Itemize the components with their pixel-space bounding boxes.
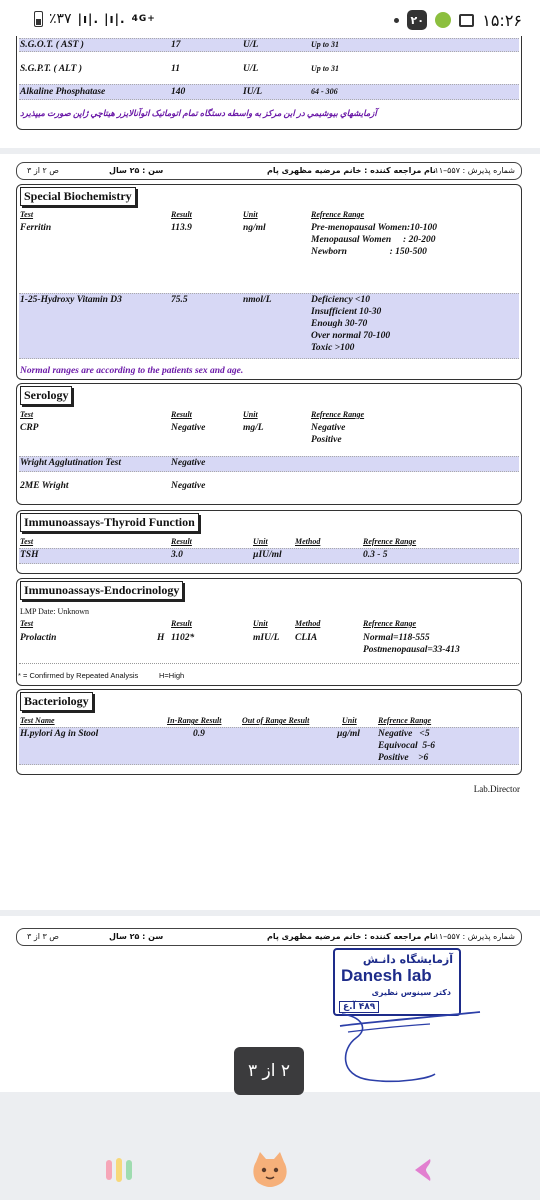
col-result: Result xyxy=(171,410,192,419)
test-name: Wright Agglutination Test xyxy=(20,458,122,468)
col-test: Test xyxy=(20,537,34,546)
test-name: Prolactin xyxy=(20,633,57,643)
range-line: Negative <5 xyxy=(378,729,430,739)
col-in-range: In-Range Result xyxy=(167,716,222,725)
home-icon[interactable] xyxy=(250,1150,290,1188)
stamp-doctor: دکتر سینوس نظیری xyxy=(371,988,451,997)
high-flag: H xyxy=(157,633,165,643)
special-biochemistry-box xyxy=(16,184,522,380)
report-page-1 xyxy=(0,42,540,148)
section-title: Serology xyxy=(20,386,72,405)
page-number: ص ۲ از ۳ xyxy=(27,166,59,175)
test-name: Alkaline Phosphatase xyxy=(20,87,106,97)
col-unit: Unit xyxy=(243,410,258,419)
result: Negative xyxy=(171,423,206,433)
patient-age: سن : ۲۵ سال xyxy=(109,166,164,175)
recent-apps-icon[interactable] xyxy=(104,1156,134,1184)
endocrinology-box xyxy=(16,578,522,686)
test-name: S.G.O.T. ( AST ) xyxy=(20,40,84,50)
page-number: ص ۳ از ۳ xyxy=(27,932,59,941)
unit: nmol/L xyxy=(243,295,272,305)
confirmed-footnote: * = Confirmed by Repeated Analysis xyxy=(18,671,139,680)
col-range: Refrence Range xyxy=(311,210,365,219)
result: 3.0 xyxy=(171,550,183,560)
unit: µg/ml xyxy=(337,729,360,739)
col-result: Result xyxy=(171,537,192,546)
range: Up to 31 xyxy=(311,40,339,49)
range-line: Negative xyxy=(311,423,346,433)
range-line: Positive xyxy=(311,435,342,445)
range-line: Newborn : 150-500 xyxy=(311,247,427,257)
range-line: Pre-menopausal Women:10-100 xyxy=(311,223,438,233)
col-out-range: Out of Range Result xyxy=(242,716,310,725)
unit: IU/L xyxy=(243,87,262,97)
reception-number: شماره پذیرش : ۵۵۷–۱۱ xyxy=(434,932,515,941)
unit: mIU/L xyxy=(253,633,280,643)
range-line: Over normal 70-100 xyxy=(311,331,391,341)
section-title: Immunoassays-Thyroid Function xyxy=(20,513,199,532)
method: CLIA xyxy=(295,633,318,643)
patient-name: نام مراجعه کننده : خانم مرضیه مظهری پام xyxy=(267,166,436,175)
back-icon[interactable] xyxy=(410,1156,434,1184)
range-line: Enough 30-70 xyxy=(311,319,368,329)
page-indicator-text: ۲ از ۳ xyxy=(247,1061,291,1081)
test-name: TSH xyxy=(20,550,39,560)
page-indicator xyxy=(234,1047,304,1095)
patient-name: نام مراجعه کننده : خانم مرضیه مظهری پام xyxy=(267,932,436,941)
range: Up to 31 xyxy=(311,64,339,73)
section-title: Immunoassays-Endocrinology xyxy=(20,581,183,600)
test-name: H.pylori Ag in Stool xyxy=(20,729,99,739)
col-test-name: Test Name xyxy=(20,716,55,725)
col-range: Refrence Range xyxy=(378,716,432,725)
stamp-lab-fa: آزمایشگاه دانـش xyxy=(362,953,453,966)
result: 0.9 xyxy=(193,729,205,739)
range-line: Equivocal 5-6 xyxy=(378,741,435,751)
range-line: Toxic >100 xyxy=(311,343,355,353)
unit: ng/ml xyxy=(243,223,266,233)
col-unit: Unit xyxy=(253,619,268,628)
section-title: Special Biochemistry xyxy=(20,187,136,206)
col-result: Result xyxy=(171,619,192,628)
col-unit: Unit xyxy=(243,210,258,219)
unit: µIU/ml xyxy=(253,550,282,560)
image-icon xyxy=(459,14,474,27)
patient-age: سن : ۲۵ سال xyxy=(109,932,164,941)
result: 75.5 xyxy=(171,295,188,305)
network-type: 4G+ xyxy=(131,14,156,24)
result: Negative xyxy=(171,481,206,491)
autoanalyzer-note: آزمايشهاي بيوشيمي در اين مركز به واسطه دستگاه تمام اتوماتيک اتوآنالايزر هيتاچي ژاپن صورت ميپذيرد xyxy=(20,108,377,118)
stamp-lab-en: Danesh lab xyxy=(341,966,432,985)
leaf-icon xyxy=(435,12,451,28)
range-line: Deficiency <10 xyxy=(311,295,370,305)
result: 1102* xyxy=(171,633,195,643)
report-page-2 xyxy=(0,154,540,910)
test-name: S.G.P.T. ( ALT ) xyxy=(20,64,83,74)
battery-icon xyxy=(34,11,43,27)
badge-icon: ۲۰ xyxy=(407,10,427,30)
col-range: Refrence Range xyxy=(363,537,417,546)
signature xyxy=(330,1004,500,1094)
unit: mg/L xyxy=(243,423,264,433)
result: 17 xyxy=(171,40,181,50)
result: 140 xyxy=(171,87,186,97)
high-footnote: H=High xyxy=(159,671,185,680)
result: 113.9 xyxy=(171,223,192,233)
navigation-bar xyxy=(0,1140,540,1200)
col-method: Method xyxy=(295,537,321,546)
range-line: Insufficient 10-30 xyxy=(311,307,382,317)
biochemistry-box xyxy=(16,36,522,130)
col-test: Test xyxy=(20,210,34,219)
patient-header xyxy=(16,928,522,946)
range-line: Normal=118-555 xyxy=(363,633,430,643)
normal-ranges-note: Normal ranges are according to the patients sex and age. xyxy=(20,366,244,376)
notification-dot-icon xyxy=(394,18,399,23)
patient-header xyxy=(16,162,522,180)
thyroid-box xyxy=(16,510,522,574)
range: 0.3 - 5 xyxy=(363,550,388,560)
result: 11 xyxy=(171,64,180,74)
col-unit: Unit xyxy=(253,537,268,546)
signal-icon: |ı|. |ı|. xyxy=(77,12,126,26)
test-name: 1-25-Hydroxy Vitamin D3 xyxy=(20,295,122,305)
test-name: CRP xyxy=(20,423,39,433)
battery-level: ٪۳۷ xyxy=(49,11,72,27)
col-test: Test xyxy=(20,410,34,419)
result: Negative xyxy=(171,458,206,468)
range: 64 - 306 xyxy=(311,87,338,96)
reception-number: شماره پذیرش : ۵۵۷–۱۱ xyxy=(434,166,515,175)
col-test: Test xyxy=(20,619,34,628)
range-line: Postmenopausal=33-413 xyxy=(363,645,460,655)
serology-box xyxy=(16,383,522,505)
col-result: Result xyxy=(171,210,192,219)
col-range: Refrence Range xyxy=(363,619,417,628)
stamp-code: ۴۸۹ آ.ع xyxy=(339,1001,379,1013)
test-name: 2ME Wright xyxy=(20,481,69,491)
clock: ۱۵:۲۶ xyxy=(482,10,522,30)
col-unit: Unit xyxy=(342,716,357,725)
test-name: Ferritin xyxy=(20,223,52,233)
col-method: Method xyxy=(295,619,321,628)
lmp-date: LMP Date: Unknown xyxy=(20,607,90,616)
range-line: Positive >6 xyxy=(378,753,429,763)
section-title: Bacteriology xyxy=(20,692,93,711)
bacteriology-box xyxy=(16,689,522,775)
col-range: Refrence Range xyxy=(311,410,365,419)
unit: U/L xyxy=(243,40,259,50)
unit: U/L xyxy=(243,64,259,74)
lab-director: Lab.Director xyxy=(473,784,520,794)
range-line: Menopausal Women : 20-200 xyxy=(311,235,436,245)
